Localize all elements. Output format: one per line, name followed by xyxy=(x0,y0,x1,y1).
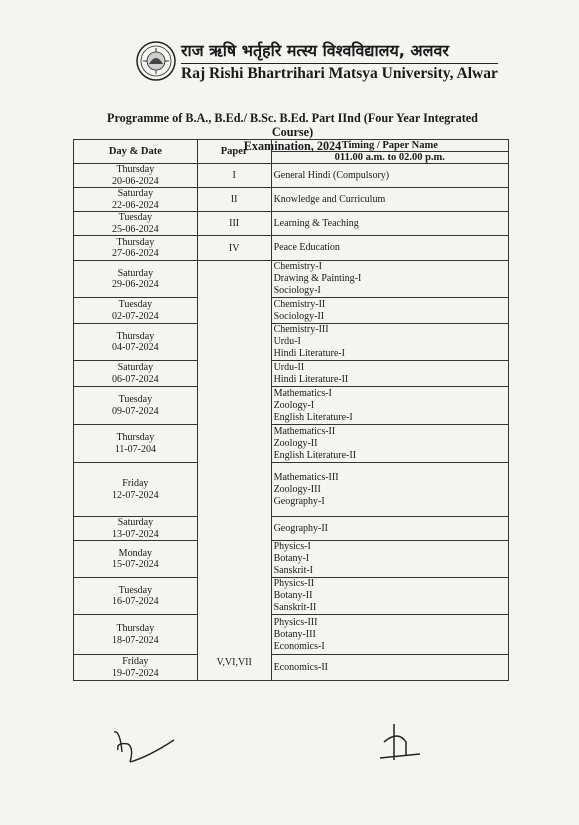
subject-name: Learning & Teaching xyxy=(273,217,359,229)
table-row xyxy=(74,361,509,387)
exam-day: Friday xyxy=(122,478,149,489)
day-date-cell xyxy=(74,164,198,188)
subject-name: Chemistry-III xyxy=(273,324,329,335)
subject-name: Sociology-I xyxy=(273,285,321,296)
paper-name-cell xyxy=(271,517,508,541)
paper-name-cell xyxy=(271,236,508,261)
table-row xyxy=(74,164,509,188)
exam-day: Monday xyxy=(118,547,153,559)
day-date-cell xyxy=(74,298,198,324)
exam-day: Thursday xyxy=(116,236,155,248)
table-row xyxy=(74,236,509,261)
subject-name: Zoology-III xyxy=(273,483,321,495)
paper-cell: III xyxy=(197,212,271,236)
exam-date: 06-07-2024 xyxy=(112,373,159,385)
table-row xyxy=(74,517,509,541)
exam-day: Thursday xyxy=(116,432,155,443)
day-date-cell xyxy=(74,541,198,578)
exam-day: Thursday xyxy=(116,623,155,634)
table-row xyxy=(74,578,509,615)
table-row xyxy=(74,655,509,681)
paper-name-cell xyxy=(271,164,508,188)
exam-date: 02-07-2024 xyxy=(112,310,159,322)
exam-date: 18-07-2024 xyxy=(112,634,159,646)
day-date-cell xyxy=(74,425,198,463)
subject-name: Physics-I xyxy=(273,541,311,552)
signature-2 xyxy=(376,720,426,765)
subject-name: Geography-I xyxy=(273,495,325,507)
subject-name: Sanskrit-II xyxy=(273,602,317,613)
exam-schedule-table xyxy=(73,139,509,681)
paper-name-cell xyxy=(271,212,508,236)
exam-date: 11-07-204 xyxy=(114,443,156,455)
table-row xyxy=(74,261,509,298)
exam-date: 16-07-2024 xyxy=(112,596,159,607)
table-row xyxy=(74,541,509,578)
day-date-cell xyxy=(74,361,198,387)
programme-line-1: Programme of B.A., B.Ed./ B.Sc. B.Ed. Part IInd (Four Year Integrated Course) xyxy=(107,111,478,139)
day-date-cell xyxy=(74,578,198,615)
signature-1 xyxy=(108,722,183,772)
table-row xyxy=(74,425,509,463)
table-row xyxy=(74,387,509,425)
exam-date: 22-06-2024 xyxy=(112,199,159,211)
paper-name-cell xyxy=(271,463,508,517)
paper-name-cell xyxy=(271,261,508,298)
subject-name: Urdu-I xyxy=(273,336,301,347)
exam-day: Saturday xyxy=(117,188,154,199)
table-row xyxy=(74,463,509,517)
header-timing: Timing / Paper Name xyxy=(271,140,508,152)
subject-name: Sociology-II xyxy=(273,310,325,322)
subject-name: Zoology-I xyxy=(273,399,315,411)
table-row xyxy=(74,188,509,212)
exam-date: 09-07-2024 xyxy=(112,405,159,417)
table-row xyxy=(74,298,509,324)
header-time: 011.00 a.m. to 02.00 p.m. xyxy=(271,152,508,164)
subject-name: Peace Education xyxy=(273,242,340,253)
university-logo xyxy=(135,40,177,82)
paper-name-cell xyxy=(271,578,508,615)
exam-date: 12-07-2024 xyxy=(112,489,159,501)
exam-day: Tuesday xyxy=(118,212,153,223)
subject-name: Hindi Literature-I xyxy=(273,348,345,359)
subject-name: Sanskrit-I xyxy=(273,565,314,576)
paper-name-cell xyxy=(271,324,508,361)
exam-day: Tuesday xyxy=(118,299,153,310)
subject-name: English Literature-I xyxy=(273,411,353,423)
day-date-cell xyxy=(74,463,198,517)
exam-day: Tuesday xyxy=(118,394,153,405)
paper-name-cell xyxy=(271,615,508,655)
table-row xyxy=(74,324,509,361)
exam-day: Thursday xyxy=(116,164,155,175)
subject-name: Mathematics-II xyxy=(273,425,336,437)
day-date-cell xyxy=(74,517,198,541)
subject-name: Chemistry-I xyxy=(273,261,322,272)
table-row xyxy=(74,615,509,655)
exam-day: Friday xyxy=(122,656,149,667)
subject-name: General Hindi (Compulsory) xyxy=(273,169,390,181)
day-date-cell xyxy=(74,324,198,361)
exam-day: Thursday xyxy=(116,330,155,342)
paper-cell: I xyxy=(197,164,271,188)
subject-name: Physics-II xyxy=(273,578,315,589)
subject-name: Zoology-II xyxy=(273,437,318,449)
subject-name: Physics-III xyxy=(273,616,318,628)
subject-name: Chemistry-II xyxy=(273,298,326,310)
subject-name: Mathematics-I xyxy=(273,387,332,399)
university-title-hindi: राज ऋषि भर्तृहरि मत्स्य विश्वविद्यालय, अलवर xyxy=(181,41,449,60)
exam-day: Saturday xyxy=(117,362,154,373)
day-date-cell xyxy=(74,236,198,261)
day-date-cell xyxy=(74,261,198,298)
day-date-cell xyxy=(74,655,198,681)
subject-name: Botany-I xyxy=(273,553,310,564)
paper-name-cell xyxy=(271,425,508,463)
exam-date: 13-07-2024 xyxy=(112,528,159,540)
subject-name: Knowledge and Curriculum xyxy=(273,193,386,205)
subject-name: Urdu-II xyxy=(273,361,305,373)
paper-cell: II xyxy=(197,188,271,212)
paper-name-cell xyxy=(271,387,508,425)
subject-name: Geography-II xyxy=(273,522,328,534)
programme-line-2: Examination, 2024 xyxy=(243,139,342,153)
day-date-cell xyxy=(74,188,198,212)
header-paper: Paper xyxy=(197,140,271,164)
paper-name-cell xyxy=(271,188,508,212)
exam-date: 04-07-2024 xyxy=(112,342,159,353)
subject-name: Mathematics-III xyxy=(273,471,339,483)
subject-name: Botany-II xyxy=(273,590,313,601)
subject-name: Economics-I xyxy=(273,640,325,652)
exam-date: 25-06-2024 xyxy=(112,223,159,235)
day-date-cell xyxy=(74,212,198,236)
exam-date: 27-06-2024 xyxy=(112,248,159,259)
exam-day: Tuesday xyxy=(118,584,153,596)
exam-day: Saturday xyxy=(117,267,154,279)
exam-date: 20-06-2024 xyxy=(112,175,159,187)
university-header xyxy=(135,38,498,86)
subject-name: Drawing & Painting-I xyxy=(273,273,362,284)
day-date-cell xyxy=(74,615,198,655)
paper-name-cell xyxy=(271,655,508,681)
paper-merged-cell: V,VI,VII xyxy=(197,261,271,681)
paper-cell: IV xyxy=(197,236,271,261)
university-title-english: Raj Rishi Bhartrihari Matsya University, Alwar xyxy=(181,65,498,82)
subject-name: English Literature-II xyxy=(273,449,357,461)
subject-name: Hindi Literature-II xyxy=(273,373,349,385)
table-row xyxy=(74,212,509,236)
exam-day: Saturday xyxy=(117,517,154,528)
schedule-rows xyxy=(74,164,509,681)
subject-name: Economics-II xyxy=(273,661,329,673)
exam-date: 19-07-2024 xyxy=(112,667,159,679)
paper-name-cell xyxy=(271,541,508,578)
exam-date: 29-06-2024 xyxy=(112,279,159,290)
exam-date: 15-07-2024 xyxy=(112,559,159,570)
header-day-date: Day & Date xyxy=(74,140,198,164)
day-date-cell xyxy=(74,387,198,425)
paper-name-cell xyxy=(271,361,508,387)
paper-name-cell xyxy=(271,298,508,324)
subject-name: Botany-III xyxy=(273,628,316,640)
